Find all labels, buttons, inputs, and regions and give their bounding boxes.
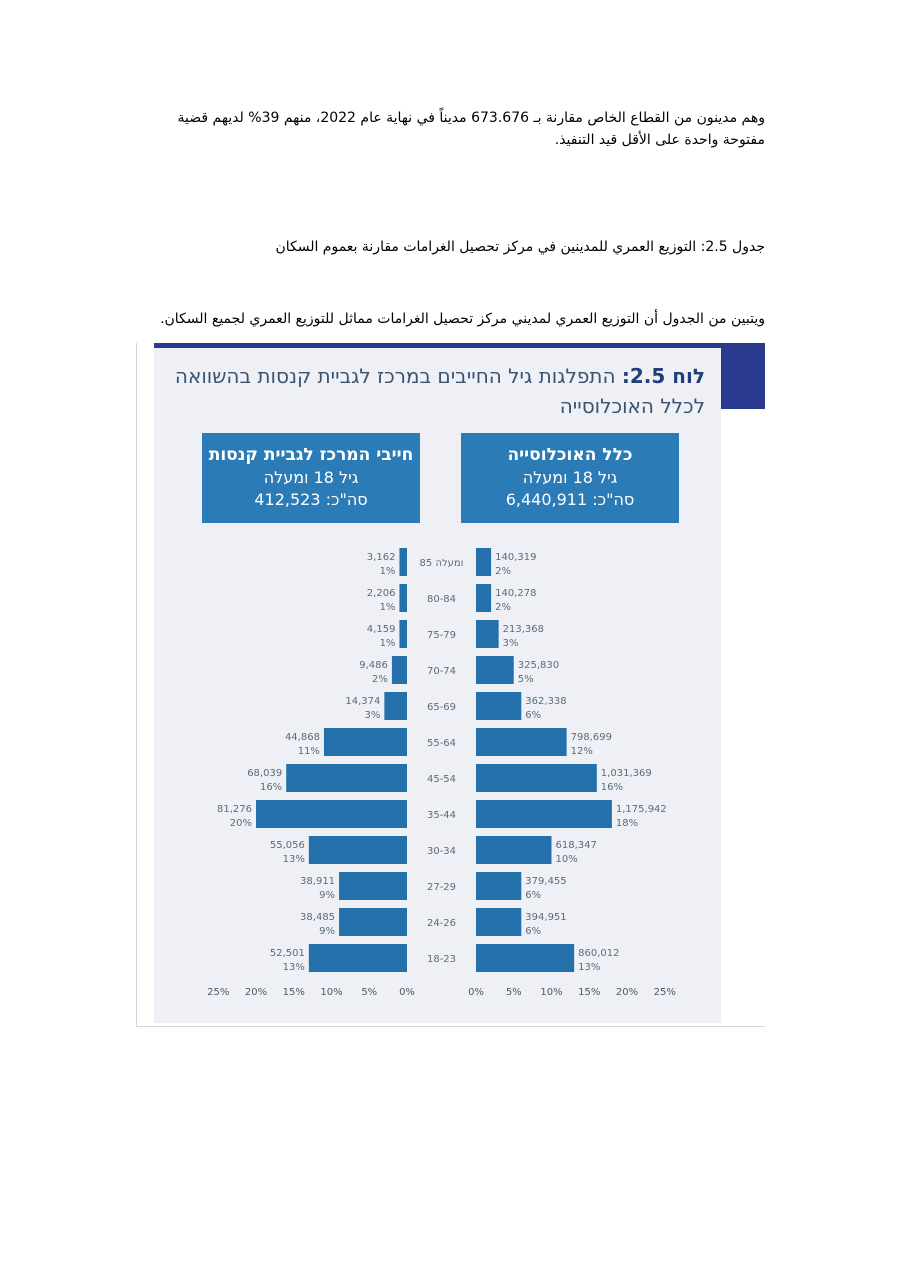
category-label: 85 ומעלה xyxy=(419,558,464,569)
bar-debtors xyxy=(309,836,407,864)
bar-debtors xyxy=(399,548,407,576)
percent-label-debtors: 13% xyxy=(282,854,305,865)
legend-box-population-title: כלל האוכלוסייה xyxy=(507,445,633,465)
percent-label-debtors: 3% xyxy=(364,710,381,721)
value-label-population: 860,012 xyxy=(578,948,620,959)
category-label: 18-23 xyxy=(426,954,457,965)
category-label: 35-44 xyxy=(426,810,457,821)
legend-box-debtors-title: חייבי המרכז לגביית קנסות xyxy=(208,445,414,465)
bar-debtors xyxy=(324,728,407,756)
bar-population xyxy=(476,836,552,864)
percent-label-population: 13% xyxy=(578,962,601,973)
category-label: 75-79 xyxy=(426,630,457,641)
percent-label-population: 3% xyxy=(502,638,519,649)
value-label-population: 140,319 xyxy=(495,552,537,563)
category-label: 80-84 xyxy=(426,594,457,605)
bar-population xyxy=(476,728,567,756)
bar-debtors xyxy=(399,584,407,612)
legend-box-debtors-total: סה"כ: 412,523 xyxy=(254,490,368,509)
percent-label-debtors: 9% xyxy=(319,926,336,937)
bar-population xyxy=(476,548,491,576)
bar-population xyxy=(476,584,491,612)
percent-label-population: 18% xyxy=(615,818,639,829)
axis-tick-right: 10% xyxy=(540,987,563,998)
axis-tick-left: 20% xyxy=(244,987,268,998)
percent-label-debtors: 1% xyxy=(379,602,396,613)
axis-tick-right: 15% xyxy=(578,987,601,998)
bar-population xyxy=(476,620,499,648)
figure-age-distribution xyxy=(136,343,765,1027)
axis-tick-left: 0% xyxy=(399,987,415,998)
legend-box-population-age: גיל 18 ומעלה xyxy=(522,468,618,487)
category-label: 27-29 xyxy=(426,882,457,893)
percent-label-debtors: 1% xyxy=(379,566,396,577)
percent-label-population: 5% xyxy=(517,674,534,685)
value-label-debtors: 38,911 xyxy=(300,876,336,887)
bar-debtors xyxy=(339,872,407,900)
percent-label-population: 6% xyxy=(525,890,542,901)
pyramid-chart xyxy=(137,343,765,1026)
axis-tick-right: 20% xyxy=(615,987,639,998)
value-label-population: 213,368 xyxy=(502,624,545,635)
category-label: 65-69 xyxy=(426,702,457,713)
value-label-debtors: 9,486 xyxy=(359,660,388,671)
value-label-debtors: 55,056 xyxy=(269,840,305,851)
legend-box-debtors-age: גיל 18 ומעלה xyxy=(263,468,359,487)
category-label: 45-54 xyxy=(426,774,457,785)
percent-label-population: 10% xyxy=(555,854,578,865)
paragraph-conclusion: ويتبين من الجدول أن التوزيع العمري لمديني مركز تحصيل الغرامات مماثل للتوزيع العمري لجميع السكان. xyxy=(160,311,765,327)
percent-label-population: 6% xyxy=(525,926,542,937)
bar-population xyxy=(476,656,514,684)
figure-title-number: לוח 2.5: xyxy=(621,364,705,388)
percent-label-debtors: 1% xyxy=(379,638,396,649)
axis-tick-right: 25% xyxy=(653,987,676,998)
value-label-debtors: 14,374 xyxy=(345,696,381,707)
value-label-debtors: 68,039 xyxy=(247,768,283,779)
value-label-population: 362,338 xyxy=(525,696,567,707)
bar-debtors xyxy=(392,656,407,684)
bar-debtors xyxy=(339,908,407,936)
percent-label-debtors: 13% xyxy=(282,962,305,973)
value-label-population: 618,347 xyxy=(555,840,597,851)
axis-tick-right: 0% xyxy=(468,987,484,998)
axis-tick-left: 25% xyxy=(207,987,230,998)
bar-population xyxy=(476,764,597,792)
value-label-population: 325,830 xyxy=(517,660,560,671)
percent-label-debtors: 9% xyxy=(319,890,336,901)
bar-debtors xyxy=(256,800,407,828)
category-label: 70-74 xyxy=(426,666,457,677)
value-label-debtors: 4,159 xyxy=(366,624,396,635)
axis-tick-left: 5% xyxy=(361,987,378,998)
percent-label-population: 2% xyxy=(495,566,511,577)
bar-debtors xyxy=(286,764,407,792)
bar-debtors xyxy=(309,944,407,972)
value-label-debtors: 44,868 xyxy=(284,732,320,743)
axis-tick-right: 5% xyxy=(505,987,522,998)
axis-tick-left: 15% xyxy=(282,987,305,998)
value-label-population: 140,278 xyxy=(495,588,537,599)
table-caption: جدول 2.5: التوزيع العمري للمدينين في مركز تحصيل الغرامات مقارنة بعموم السكان xyxy=(275,239,765,255)
value-label-population: 394,951 xyxy=(525,912,567,923)
bar-debtors xyxy=(399,620,407,648)
value-label-debtors: 52,501 xyxy=(269,948,305,959)
value-label-population: 798,699 xyxy=(570,732,612,743)
percent-label-debtors: 11% xyxy=(297,746,320,757)
paragraph-intro: وهم مدينون من القطاع الخاص مقارنة بـ 673.676 مديناً في نهاية عام 2022، منهم 39% لديهم قضية مفتوحة واحدة على الأقل قيد التنفيذ. xyxy=(177,110,765,148)
bar-population xyxy=(476,872,521,900)
category-label: 24-26 xyxy=(426,918,457,929)
value-label-population: 1,175,942 xyxy=(615,804,667,815)
bar-population xyxy=(476,944,574,972)
percent-label-debtors: 2% xyxy=(372,674,388,685)
bar-debtors xyxy=(384,692,407,720)
bar-population xyxy=(476,692,521,720)
bar-population xyxy=(476,908,521,936)
value-label-debtors: 38,485 xyxy=(300,912,336,923)
percent-label-debtors: 20% xyxy=(229,818,252,829)
value-label-population: 379,455 xyxy=(525,876,567,887)
value-label-population: 1,031,369 xyxy=(600,768,652,779)
category-label: 55-64 xyxy=(426,738,457,749)
legend-box-population-total: סה"כ: 6,440,911 xyxy=(505,490,635,509)
percent-label-population: 12% xyxy=(570,746,593,757)
value-label-debtors: 3,162 xyxy=(366,552,396,563)
axis-tick-left: 10% xyxy=(320,987,343,998)
category-label: 30-34 xyxy=(426,846,457,857)
percent-label-population: 16% xyxy=(600,782,624,793)
bar-population xyxy=(476,800,612,828)
percent-label-population: 6% xyxy=(525,710,542,721)
value-label-debtors: 81,276 xyxy=(217,804,252,815)
percent-label-population: 2% xyxy=(495,602,511,613)
figure-title-text: התפלגות גיל החייבים במרכז לגביית קנסות בהשוואה לכלל האוכלוסייה xyxy=(174,364,705,418)
value-label-debtors: 2,206 xyxy=(366,588,396,599)
percent-label-debtors: 16% xyxy=(259,782,283,793)
